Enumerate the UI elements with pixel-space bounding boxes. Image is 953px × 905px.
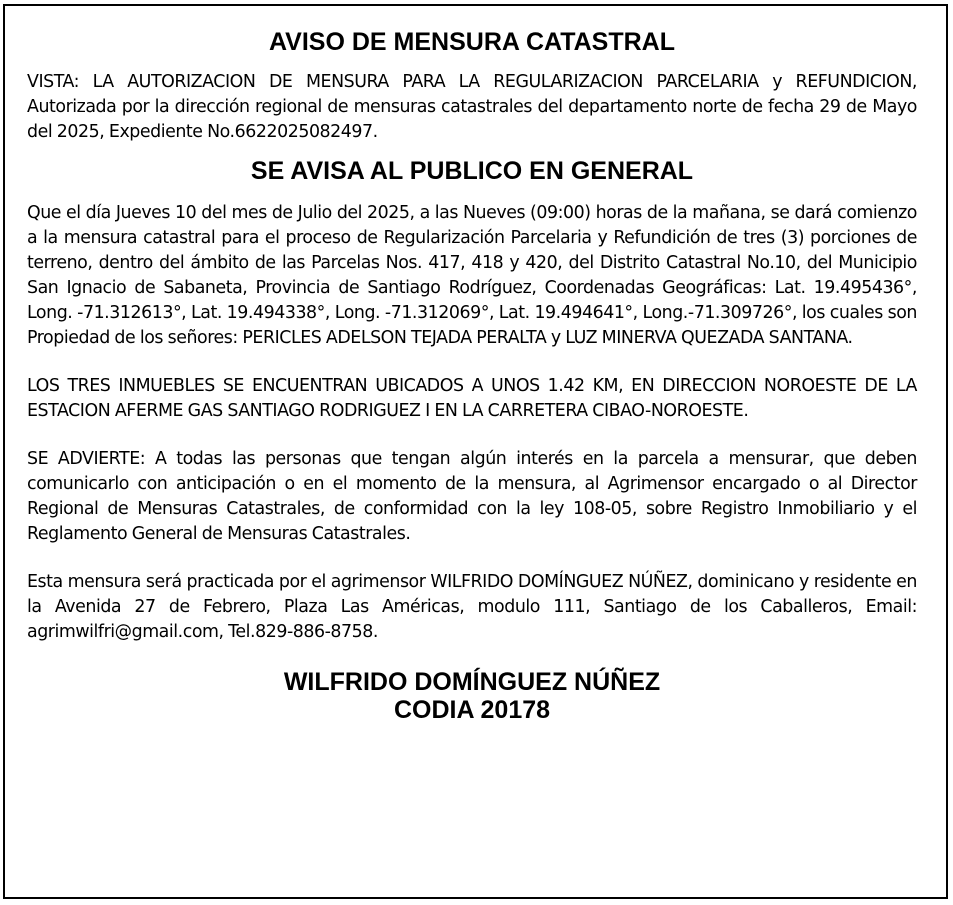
signature-name: WILFRIDO DOMÍNGUEZ NÚÑEZ [283, 668, 661, 696]
signature-block [27, 668, 917, 724]
notice-frame [3, 4, 948, 899]
notice-subtitle: SE AVISA AL PUBLICO EN GENERAL [250, 157, 694, 185]
surveyor-paragraph: Esta mensura será practicada por el agrimensor WILFRIDO DOMÍNGUEZ NÚÑEZ, dominicano y residente en la Avenida 27 de Febrero, Plaza Las Américas, modulo 111, Santiago de los Caballeros, Email: agrimwilfri@gmail.com, Tel.829-886-8758. [27, 572, 917, 642]
survey-date-paragraph: Que el día Jueves 10 del mes de Julio del 2025, a las Nueves (09:00) horas de la mañana, se dará comienzo a la mensura catastral para el proceso de Regularización Parcelaria y Refundición de tres (3) porciones de terreno, dentro del ámbito de las Parcelas Nos. 417, 418 y 420, del Distrito Catastral No.10, del Municipio San Ignacio de Sabaneta, Provincia de Santiago Rodríguez, Coordenadas Geográficas: Lat. 19.495436°, Long. -71.312613°, Lat. 19.494338°, Long. -71.312069°, Lat. 19.494641°, Long.-71.309726°, los cuales son Propiedad de los señores: PERICLES ADELSON TEJADA PERALTA y LUZ MINERVA QUEZADA SANTANA. [27, 203, 917, 348]
notice-title: AVISO DE MENSURA CATASTRAL [268, 28, 676, 56]
intro-paragraph: VISTA: LA AUTORIZACION DE MENSURA PARA LA REGULARIZACION PARCELARIA y REFUNDICION, Autorizada por la dirección regional de mensuras catastrales del departamento norte de fecha 29 de Mayo del 2025, Expediente No.6622025082497. [27, 72, 917, 142]
signature-codia: CODIA 20178 [393, 696, 551, 724]
location-paragraph: LOS TRES INMUEBLES SE ENCUENTRAN UBICADOS A UNOS 1.42 KM, EN DIRECCION NOROESTE DE LA ESTACION AFERME GAS SANTIAGO RODRIGUEZ I EN LA CARRETERA CIBAO-NOROESTE. [27, 376, 917, 421]
warning-paragraph: SE ADVIERTE: A todas las personas que tengan algún interés en la parcela a mensurar, que deben comunicarlo con anticipación o en el momento de la mensura, al Agrimensor encargado o al Director Regional de Mensuras Catastrales, de conformidad con la ley 108-05, sobre Registro Inmobiliario y el Reglamento General de Mensuras Catastrales. [27, 449, 917, 544]
